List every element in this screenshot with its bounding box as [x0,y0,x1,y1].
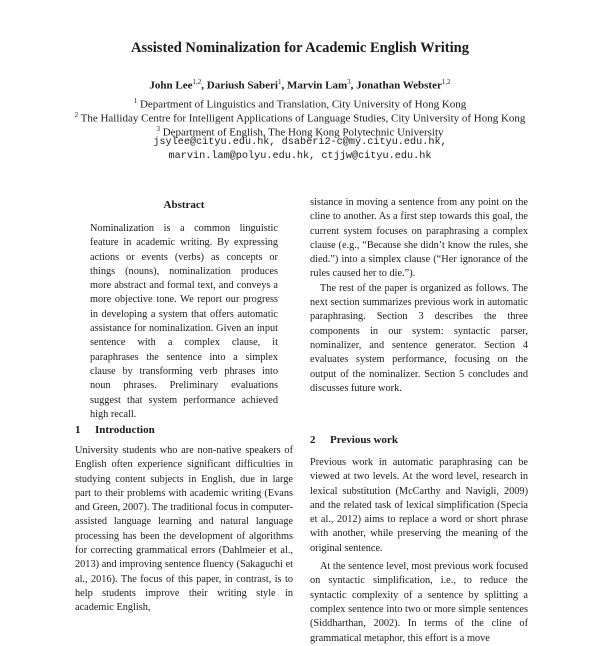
email-line-2: marvin.lam@polyu.edu.hk, ctjjw@cityu.edu.hk [168,151,432,162]
section-1-heading: 1 Introduction [75,424,155,436]
section-2-text [310,456,528,644]
author-name: Dariush Saberi [206,79,278,92]
paragraph: Previous work in automatic paraphrasing can be viewed at two levels. At the word level, research in lexical substitution (McCarthy and Navigli, 2009) and the related task of lexical simplification (Specia et al., 2012) aims to replace a word or short phrase with another, while preserving the meaning of the original sentence. [310,457,528,554]
section-2-heading: 2 Previous work [310,434,398,446]
affiliation-3: $^3$ Department of English, The Hong Kong Polytechnic University [156,125,444,139]
author-name: Jonathan Webster [356,79,442,92]
author-name: John Lee [149,79,193,92]
paper-title: Assisted Nominalization for Academic English Writing [131,40,469,56]
affiliation-1: $^1$ Department of Linguistics and Translation, City University of Hong Kong [133,97,467,111]
abstract-heading: Abstract [163,199,205,211]
affiliation-2: $^2$ The Halliday Centre for Intelligent Applications of Language Studies, City University of Hong Kong [74,111,526,125]
paragraph: sistance in moving a sentence from any point on the cline to another. As a first step towards this goal, the current system focuses on paraphrasing a complex clause (e.g., “Because she didn’t know the rules, she died.”) into a simplex clause (“Her ignorance of the rules caused her to die.”). [310,197,528,280]
section-1-text: University students who are non-native speakers of English often experience significant difficulties in studying content subjects in English, due in large part to their problems with academic writing (Evans and Green, 2007). The traditional focus in computer-assisted language learning and natural language processing has been the development of algorithms for correcting grammatical errors (Dahlmeier et al., 2013) and improving sentence fluency (Sakaguchi et al., 2016). The focus of this paper, in contrast, is to help students improve their writing style in academic English, [75,445,293,614]
abstract-text: Nominalization is a common linguistic feature in academic writing. By expressing actions or events (verbs) as concepts or things (nouns), nominalization produces more abstract and formal text, and conveys a more objective tone. We report our progress in developing a system that offers automatic assistance for nominalization. Given an input sentence with a complex clause, it paraphrases the sentence into a simplex clause by transforming verb phrases into noun phrases. Preliminary evaluations suggest that system performance achieved high recall. [90,223,278,420]
email-line-1: jsylee@cityu.edu.hk, dsaberi2-c@my.cityu.edu.hk, [153,137,447,148]
right-column-intro [310,196,528,396]
paragraph: The rest of the paper is organized as follows. The next section summarizes previous work in automatic paraphrasing. Section 3 describes the three components in our system: syntactic parser, nominalizer, and sentence generator. Section 4 evaluates system performance, focusing on the output of the nominalizer. Section 5 concludes and discusses future work. [310,282,528,394]
author-name: Marvin Lam [286,79,348,92]
author-list: John Lee$^{1,2}$, Dariush Saberi$^1$, Marvin Lam$^3$, Jonathan Webster$^{1,2}$ [149,78,451,92]
paragraph: At the sentence level, most previous work focused on syntactic simplification, i.e., to reduce the syntactic complexity of a sentence by splitting a complex sentence into two or more simple sentences (Siddharthan, 2002). In terms of the cline of grammatical metaphor, this effort is a move [310,561,528,644]
